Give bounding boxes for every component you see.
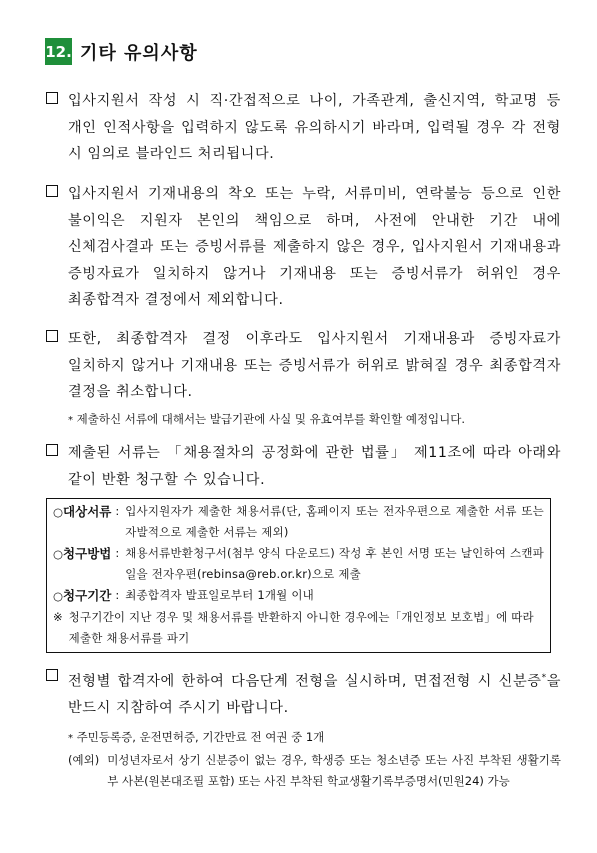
notice-text: 입사지원서 작성 시 직·간접적으로 나이, 가족관계, 출신지역, 학교명 등 개인 인적사항을 입력하지 않도록 유의하시기 바라며, 입력될 경우 각 전형 시 임의로 블라인드 처리됩니다. [68, 93, 561, 162]
notice-text: 또한, 최종합격자 결정 이후라도 입사지원서 기재내용과 증빙자료가 일치하지 않거나 기재내용 또는 증빙서류가 허위로 밝혀질 경우 최종합격자 결정을 취소합니다. [68, 331, 561, 400]
footnote-text: 주민등록증, 운전면허증, 기간만료 전 여권 중 1개 [76, 729, 325, 744]
docs-label: 대상서류 [63, 504, 112, 519]
notice-item-4 [46, 440, 561, 493]
reference-mark-icon: ※ [53, 610, 63, 624]
exception-text: 미성년자로서 상기 신분증이 없는 경우, 학생증 또는 청소년증 또는 사진 부착된 생활기록부 사본(원본대조필 포함) 또는 사진 부착된 학교생활기록부증명서(민원24) 가능 [107, 752, 561, 788]
warning-text: 청구기간이 지난 경우 및 채용서류를 반환하지 아니한 경우에는「개인정보 보호법」에 따라 제출한 채용서류를 파기 [68, 610, 534, 645]
checkbox-square-icon [46, 669, 58, 681]
bullet-icon: ○ [53, 547, 64, 561]
return-warning-row [53, 607, 544, 649]
method-text: 채용서류반환청구서(첨부 양식 다운로드) 작성 후 본인 서명 또는 날인하여 스캔파일을 전자우편(rebinsa@reb.or.kr)으로 제출 [125, 546, 544, 581]
checkbox-square-icon [46, 330, 58, 342]
notice-item-1 [46, 88, 561, 168]
exception-label: (예외) [68, 752, 100, 767]
notice-item-5 [46, 665, 561, 792]
section-header [45, 38, 198, 65]
footnote [46, 410, 561, 430]
period-label: 청구기간 [63, 588, 112, 603]
exception-note [46, 750, 561, 792]
docs-text: 입사지원자가 제출한 채용서류(단, 홈페이지 또는 전자우편으로 제출한 서류 또는 자발적으로 제출한 서류는 제외) [125, 504, 544, 539]
section-number-badge: 12. [45, 38, 72, 65]
bullet-icon: ○ [53, 589, 64, 603]
notice-item-2 [46, 181, 561, 314]
return-method-row: ○청구방법 : 채용서류반환청구서(첨부 양식 다운로드) 작성 후 본인 서명 또는 날인하여 스캔파일을 전자우편(rebinsa@reb.or.kr)으로 제출 [53, 543, 544, 585]
footnote-mark: * [68, 414, 73, 426]
notice-text: 제출된 서류는 「채용절차의 공정화에 관한 법률」 제11조에 따라 아래와 같이 반환 청구할 수 있습니다. [68, 445, 561, 488]
notice-text: 전형별 합격자에 한하여 다음단계 전형을 실시하며, 면접전형 시 신분증*을 반드시 지참하여 주시기 바랍니다. [68, 673, 561, 717]
checkbox-square-icon [46, 92, 58, 104]
notice-item-3 [46, 326, 561, 430]
footnote-text: 제출하신 서류에 대해서는 발급기관에 사실 및 유효여부를 확인할 예정입니다. [76, 411, 466, 426]
checkbox-square-icon [46, 444, 58, 456]
notice-text: 입사지원서 기재내용의 착오 또는 누락, 서류미비, 연락불능 등으로 인한 불이익은 지원자 본인의 책임으로 하며, 사전에 안내한 기간 내에 신체검사결과 또는 증빙서류를 제출하지 않은 경우, 입사지원서 기재내용과 증빙자료가 일치하지 않거나 기재내용 또는 증빙서류가 허위인 경우 최종합격자 결정에서 제외합니다. [68, 186, 561, 308]
return-period-row: ○청구기간 : 최종합격자 발표일로부터 1개월 이내 [53, 585, 544, 607]
footnote-sup: * [541, 673, 547, 683]
return-docs-row: ○대상서류 : 입사지원자가 제출한 채용서류(단, 홈페이지 또는 전자우편으로 제출한 서류 또는 자발적으로 제출한 서류는 제외) [53, 501, 544, 543]
period-text: 최종합격자 발표일로부터 1개월 이내 [125, 588, 314, 602]
section-title: 기타 유의사항 [80, 42, 198, 64]
return-info-box [46, 498, 551, 653]
footnote [46, 728, 561, 748]
method-label: 청구방법 [63, 546, 112, 561]
footnote-mark: * [68, 732, 73, 744]
checkbox-square-icon [46, 185, 58, 197]
bullet-icon: ○ [53, 505, 64, 519]
